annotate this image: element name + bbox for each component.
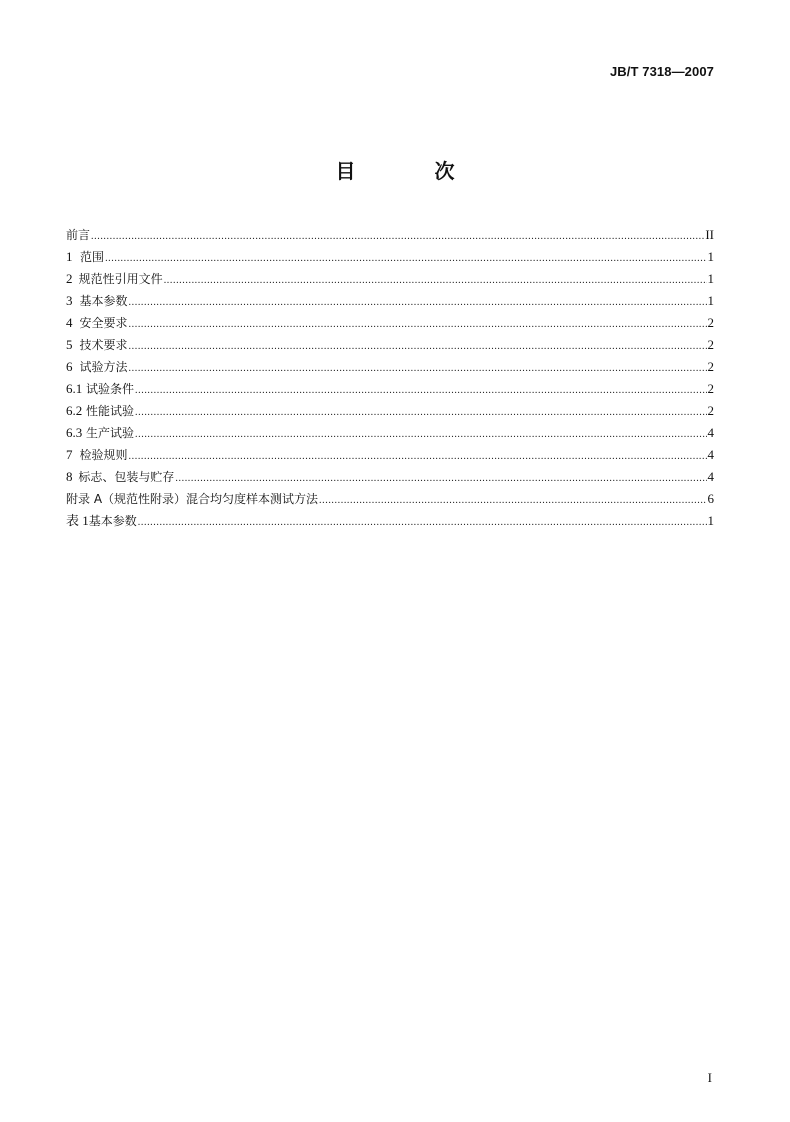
toc-entry-safety-requirements[interactable] xyxy=(66,312,714,334)
toc-entry-number: 3 xyxy=(66,293,73,308)
toc-entry-label: 性能试验 xyxy=(86,404,135,418)
table-of-contents xyxy=(66,224,714,532)
page-title: 目 次 xyxy=(335,159,491,183)
toc-entry-number: 6.3 xyxy=(66,425,83,440)
toc-entry-number: 表 1 xyxy=(66,513,89,528)
toc-entry-technical-requirements[interactable] xyxy=(66,334,714,356)
toc-entry-label: 检验规则 xyxy=(79,448,128,462)
toc-entry-number: 8 xyxy=(66,469,73,484)
toc-entry-page: 1 xyxy=(707,249,714,264)
toc-entry-label: 前言 xyxy=(66,228,91,242)
toc-entry-basic-parameters[interactable] xyxy=(66,290,714,312)
toc-entry-page: 2 xyxy=(707,359,714,374)
toc-entry-number: 6.1 xyxy=(66,381,83,396)
toc-entry-table-1[interactable] xyxy=(66,510,714,532)
toc-entry-foreword[interactable] xyxy=(66,224,714,246)
toc-entry-number: 7 xyxy=(66,447,73,462)
toc-entry-number: 5 xyxy=(66,337,73,352)
dot-leader xyxy=(91,226,704,248)
toc-entry-scope[interactable] xyxy=(66,246,714,268)
toc-entry-label: 规范性引用文件 xyxy=(78,272,163,286)
toc-entry-label: 基本参数 xyxy=(88,514,137,528)
dot-leader xyxy=(129,314,707,336)
dot-leader xyxy=(105,248,706,270)
dot-leader xyxy=(135,402,706,424)
toc-entry-page: 2 xyxy=(707,381,714,396)
toc-entry-label: 试验方法 xyxy=(79,360,128,374)
toc-entry-page: 4 xyxy=(707,425,714,440)
dot-leader xyxy=(129,336,707,358)
toc-entry-performance-test[interactable] xyxy=(66,400,714,422)
dot-leader xyxy=(319,490,706,512)
toc-entry-marking-packaging-storage[interactable] xyxy=(66,466,714,488)
dot-leader xyxy=(135,380,706,402)
toc-entry-page: 2 xyxy=(707,403,714,418)
toc-entry-page: 2 xyxy=(707,315,714,330)
toc-entry-page: 2 xyxy=(707,337,714,352)
toc-entry-label: 生产试验 xyxy=(86,426,135,440)
dot-leader xyxy=(164,270,707,292)
toc-entry-label: 安全要求 xyxy=(79,316,128,330)
standard-code: JB/T 7318—2007 xyxy=(609,64,714,79)
toc-entry-label: 范围 xyxy=(80,250,105,264)
toc-entry-page: 4 xyxy=(707,469,714,484)
toc-entry-normative-references[interactable] xyxy=(66,268,714,290)
toc-entry-label: 基本参数 xyxy=(79,294,128,308)
toc-entry-label: 标志、包装与贮存 xyxy=(78,470,175,484)
toc-entry-page: 1 xyxy=(707,513,714,528)
dot-leader xyxy=(129,446,707,468)
toc-entry-test-methods[interactable] xyxy=(66,356,714,378)
toc-entry-production-test[interactable] xyxy=(66,422,714,444)
toc-entry-label: 附录 A（规范性附录）混合均匀度样本测试方法 xyxy=(66,492,319,506)
toc-entry-number: 1 xyxy=(66,249,73,264)
toc-entry-number: 2 xyxy=(66,271,73,286)
page-number: I xyxy=(707,1070,712,1085)
dot-leader xyxy=(129,292,707,314)
toc-entry-page: II xyxy=(705,227,714,242)
toc-entry-page: 6 xyxy=(707,491,714,506)
toc-entry-page: 1 xyxy=(707,271,714,286)
toc-entry-number: 6.2 xyxy=(66,403,83,418)
toc-entry-number: 6 xyxy=(66,359,73,374)
toc-entry-inspection-rules[interactable] xyxy=(66,444,714,466)
dot-leader xyxy=(175,468,706,490)
dot-leader xyxy=(135,424,706,446)
toc-entry-page: 1 xyxy=(707,293,714,308)
toc-entry-label: 技术要求 xyxy=(79,338,128,352)
dot-leader xyxy=(129,358,707,380)
toc-entry-annex-a[interactable] xyxy=(66,488,714,510)
dot-leader xyxy=(138,512,707,534)
toc-entry-page: 4 xyxy=(707,447,714,462)
toc-entry-number: 4 xyxy=(66,315,73,330)
toc-entry-test-conditions[interactable] xyxy=(66,378,714,400)
toc-entry-label: 试验条件 xyxy=(86,382,135,396)
